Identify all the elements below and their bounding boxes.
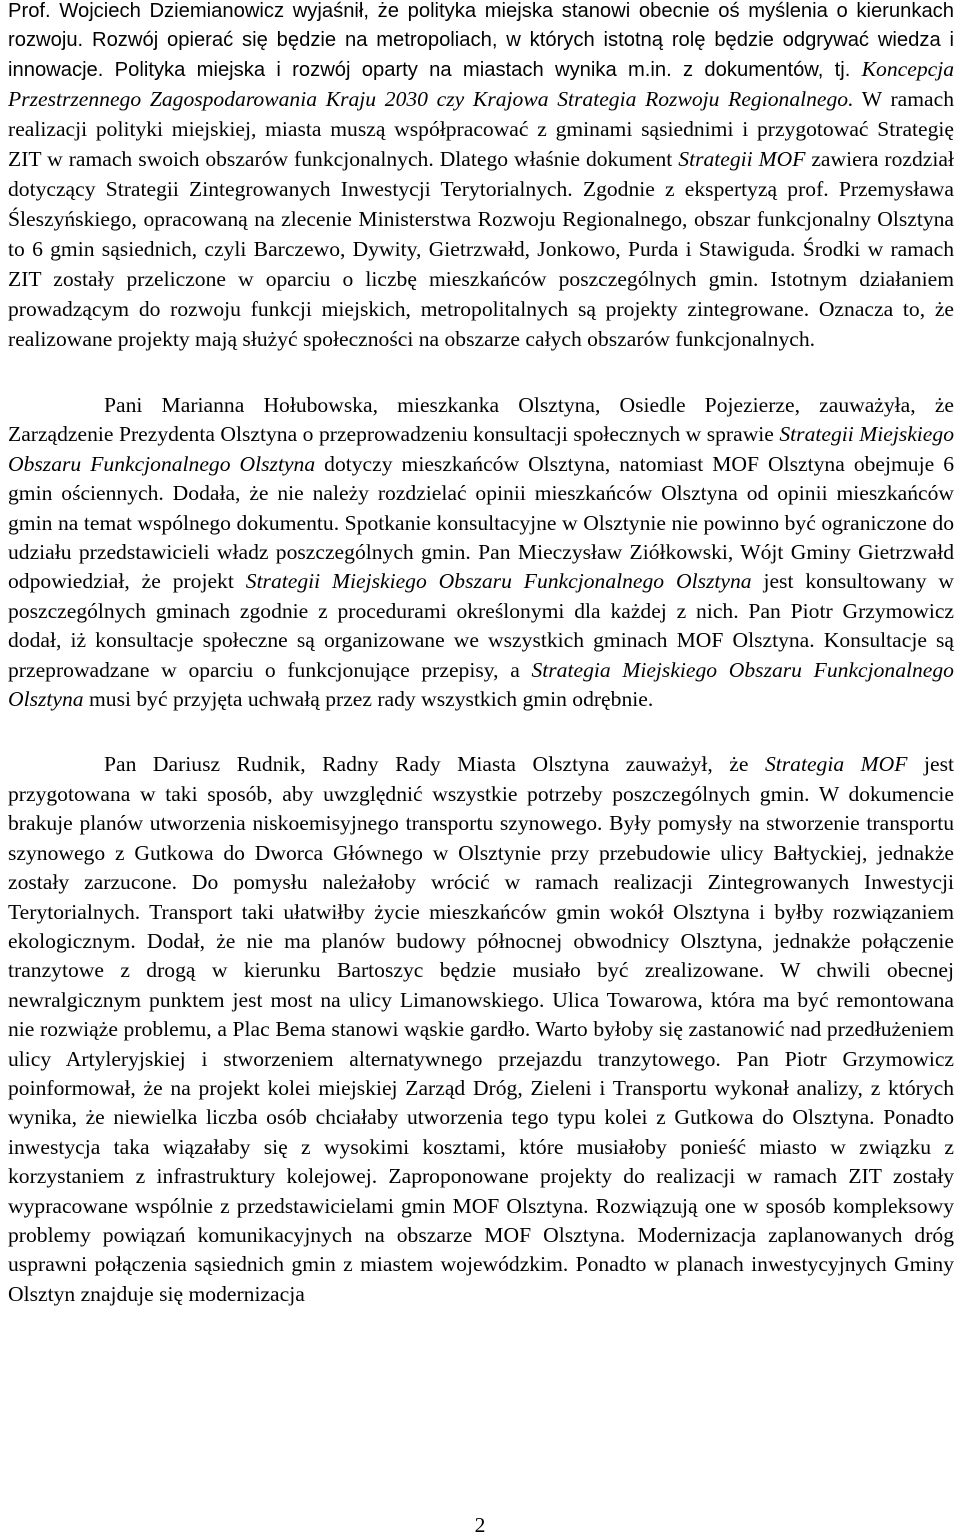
paragraph-3 <box>8 750 954 1309</box>
paragraph-2-text-g: musi być przyjęta uchwałą przez rady wszystkich gmin odrębnie. <box>83 687 654 712</box>
page-number: 2 <box>474 1513 486 1537</box>
paragraph-2-italic-b: Strategii Miejskiego Obszaru Funkcjonalnego Olsztyna <box>8 422 954 476</box>
paragraph-2-text-e: jest konsultowany w poszczególnych gminach zgodnie z procedurami określonymi dla każdej z nich. Pan Piotr Grzymowicz dodał, iż konsultacje społeczne są organizowane we wszystkich gminach MOF Olsztyna. Konsultacje są przeprowadzane w oparciu o funkcjonujące przepisy, a <box>8 569 954 682</box>
paragraph-2-text-a: Pani Marianna Hołubowska, mieszkanka Olsztyna, Osiedle Pojezierze, zauważyła, że Zarządzenie Prezydenta Olsztyna o przeprowadzeniu konsultacji społecznych w sprawie <box>8 393 954 447</box>
paragraph-3-text-c: jest przygotowana w taki sposób, aby uwzględnić wszystkie potrzeby poszczególnych gmin. W dokumencie brakuje planów utworzenia niskoemisyjnego transportu szynowego. Były pomysły na stworzenie transportu szynowego z Gutkowa do Dworca Głównego w Olsztynie przy przebudowie ulicy Bałtyckiej, jednakże zostały zarzucone. Do pomysłu należałoby wrócić w ramach realizacji Zintegrowanych Inwestycji Terytorialnych. Transport taki ułatwiłby życie mieszkańców gmin wokół Olsztyna i byłby rozwiązaniem ekologicznym. Dodał, że nie ma planów budowy północnej obwodnicy Olsztyna, jednakże połączenie tranzytowe z drogą w kierunku Bartoszyc będzie musiało być zrealizowane. W chwili obecnej newralgicznym punktem jest most na ulicy Limanowskiego. Ulica Towarowa, która ma być remontowana nie rozwiąże problemu, a Plac Bema stanowi wąskie gardło. Warto byłoby się zastanowić nad przedłużeniem ulicy Artyleryjskiej i stworzeniem alternatywnego przejazdu tranzytowego. Pan Piotr Grzymowicz poinformował, że na projekt kolei miejskiej Zarząd Dróg, Zieleni i Transportu wykonał analizy, z których wynika, że niewielka liczba osób chciałaby utworzenia tego typu kolei z Gutkowa do Olsztyna. Ponadto inwestycja taka wiązałaby się z wysokimi kosztami, które musiałoby ponieść miasto w związku z korzystaniem z infrastruktury kolejowej. Zaproponowane projekty do realizacji w ramach ZIT zostały wypracowane wspólnie z przedstawicielami gmin MOF Olsztyna. Rozwiązują one w sposób kompleksowy problemy powiązań komunikacyjnych na obszarze MOF Olsztyna. Modernizacja zaplanowanych dróg usprawni połączenia sąsiednich gmin z miastem wojewódzkim. Ponadto w planach inwestycyjnych Gminy Olsztyn znajduje się modernizacja <box>8 752 954 1306</box>
paragraph-2 <box>8 391 954 714</box>
paragraph-1-italic-d: Strategii MOF <box>678 147 806 171</box>
paragraph-2-italic-d: Strategii Miejskiego Obszaru Funkcjonalnego Olsztyna <box>245 569 752 594</box>
paragraph-1-italic-b: Koncepcja Przestrzennego Zagospodarowania Kraju 2030 czy Krajowa Strategia Rozwoju Regionalnego. <box>8 57 954 111</box>
document-page <box>8 0 954 1309</box>
paragraph-2-italic-f: Strategia Miejskiego Obszaru Funkcjonalnego Olsztyna <box>8 657 954 712</box>
paragraph-1 <box>8 0 954 355</box>
paragraph-3-italic-b: Strategia MOF <box>764 752 908 777</box>
paragraph-1-text-c: W ramach realizacji polityki miejskiej, miasta muszą współpracować z gminami sąsiednimi i przygotować Strategię ZIT w ramach swoich obszarów funkcjonalnych. Dlatego właśnie dokument <box>8 87 954 171</box>
paragraph-1-text-e: zawiera rozdział dotyczący Strategii Zintegrowanych Inwestycji Terytorialnych. Zgodnie z ekspertyzą prof. Przemysława Śleszyńskiego, opracowaną na zlecenie Ministerstwa Rozwoju Regionalnego, obszar funkcjonalny Olsztyna to 6 gmin sąsiednich, czyli Barczewo, Dywity, Gietrzwałd, Jonkowo, Purda i Stawiguda. Środki w ramach ZIT zostały przeliczone w oparciu o liczbę mieszkańców poszczególnych gmin. Istotnym działaniem prowadzącym do rozwoju funkcji miejskich, metropolitalnych są projekty zintegrowane. Oznacza to, że realizowane projekty mają służyć społeczności na obszarze całych obszarów funkcjonalnych. <box>8 147 954 351</box>
paragraph-3-text-a: Pan Dariusz Rudnik, Radny Rady Miasta Olsztyna zauważył, że <box>104 752 765 777</box>
paragraph-2-text-c: dotyczy mieszkańców Olsztyna, natomiast MOF Olsztyna obejmuje 6 gmin ościennych. Dodała, że nie należy rozdzielać opinii mieszkańców Olsztyna od opinii mieszkańców gmin na temat wspólnego dokumentu. Spotkanie konsultacyjne w Olsztynie nie powinno być ograniczone do udziału przedstawicieli władz poszczególnych gmin. Pan Mieczysław Ziółkowski, Wójt Gminy Gietrzwałd odpowiedział, że projekt <box>8 451 955 594</box>
paragraph-1-text-a: Prof. Wojciech Dziemianowicz wyjaśnił, że polityka miejska stanowi obecnie oś myślenia o kierunkach rozwoju. Rozwój opierać się będzie na metropoliach, w których istotną rolę będzie odgrywać wiedza i innowacje. Polityka miejska i rozwój oparty na miastach wynika m.in. z dokumentów, tj. <box>8 0 954 81</box>
